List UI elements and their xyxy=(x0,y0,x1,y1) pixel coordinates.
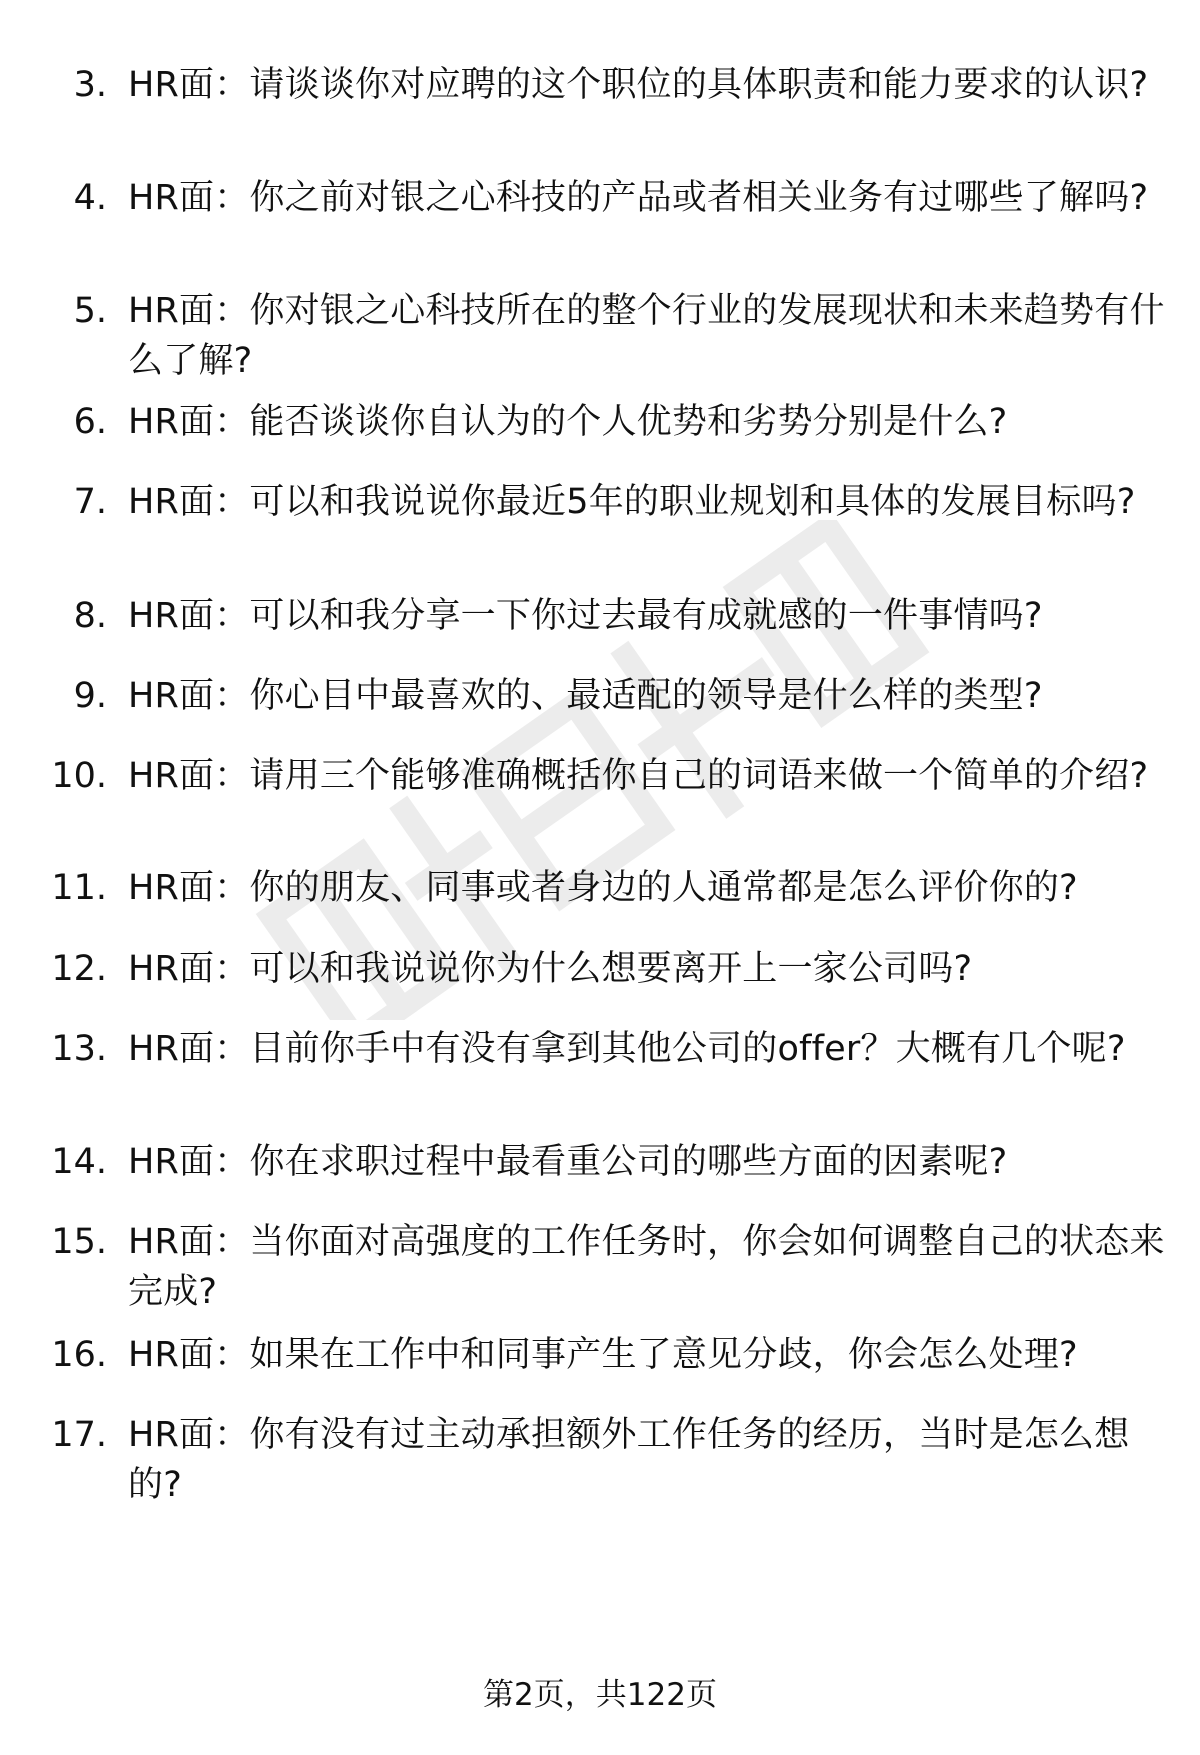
item-number: 11. xyxy=(51,868,107,908)
item-text: HR面：目前你手中有没有拿到其他公司的offer？大概有几个呢? xyxy=(128,1029,1126,1069)
item-number: 16. xyxy=(51,1335,107,1375)
item-number: 8. xyxy=(73,596,107,636)
item-text: HR面：你在求职过程中最看重公司的哪些方面的因素呢? xyxy=(128,1142,1008,1182)
item-number: 5. xyxy=(73,291,107,331)
item-number: 6. xyxy=(73,402,107,442)
item-text: HR面：当你面对高强度的工作任务时，你会如何调整自己的状态来完成? xyxy=(128,1222,1165,1312)
item-number: 12. xyxy=(51,949,107,989)
item-number: 17. xyxy=(51,1415,107,1455)
item-number: 7. xyxy=(73,482,107,522)
page-indicator: 第2页，共122页 xyxy=(483,1677,717,1713)
item-text: HR面：可以和我说说你最近5年的职业规划和具体的发展目标吗? xyxy=(128,482,1136,522)
item-text: HR面：能否谈谈你自认为的个人优势和劣势分别是什么? xyxy=(128,402,1008,442)
item-text: HR面：你之前对银之心科技的产品或者相关业务有过哪些了解吗? xyxy=(128,178,1149,218)
item-number: 9. xyxy=(73,676,107,716)
item-text: HR面：你的朋友、同事或者身边的人通常都是怎么评价你的? xyxy=(128,868,1078,908)
item-text: HR面：你对银之心科技所在的整个行业的发展现状和未来趋势有什么了解? xyxy=(128,291,1165,381)
item-number: 4. xyxy=(73,178,107,218)
item-number: 3. xyxy=(73,65,107,105)
item-text: HR面：可以和我分享一下你过去最有成就感的一件事情吗? xyxy=(128,596,1043,636)
item-number: 15. xyxy=(51,1222,107,1262)
item-text: HR面：请用三个能够准确概括你自己的词语来做一个简单的介绍? xyxy=(128,756,1149,796)
item-text: HR面：如果在工作中和同事产生了意见分歧，你会怎么处理? xyxy=(128,1335,1078,1375)
item-number: 13. xyxy=(51,1029,107,1069)
item-text: HR面：你心目中最喜欢的、最适配的领导是什么样的类型? xyxy=(128,676,1043,716)
item-text: HR面：你有没有过主动承担额外工作任务的经历，当时是怎么想的? xyxy=(128,1415,1130,1505)
item-text: HR面：可以和我说说你为什么想要离开上一家公司吗? xyxy=(128,949,973,989)
item-number: 14. xyxy=(51,1142,107,1182)
item-text: HR面：请谈谈你对应聘的这个职位的具体职责和能力要求的认识? xyxy=(128,65,1149,105)
item-number: 10. xyxy=(51,756,107,796)
